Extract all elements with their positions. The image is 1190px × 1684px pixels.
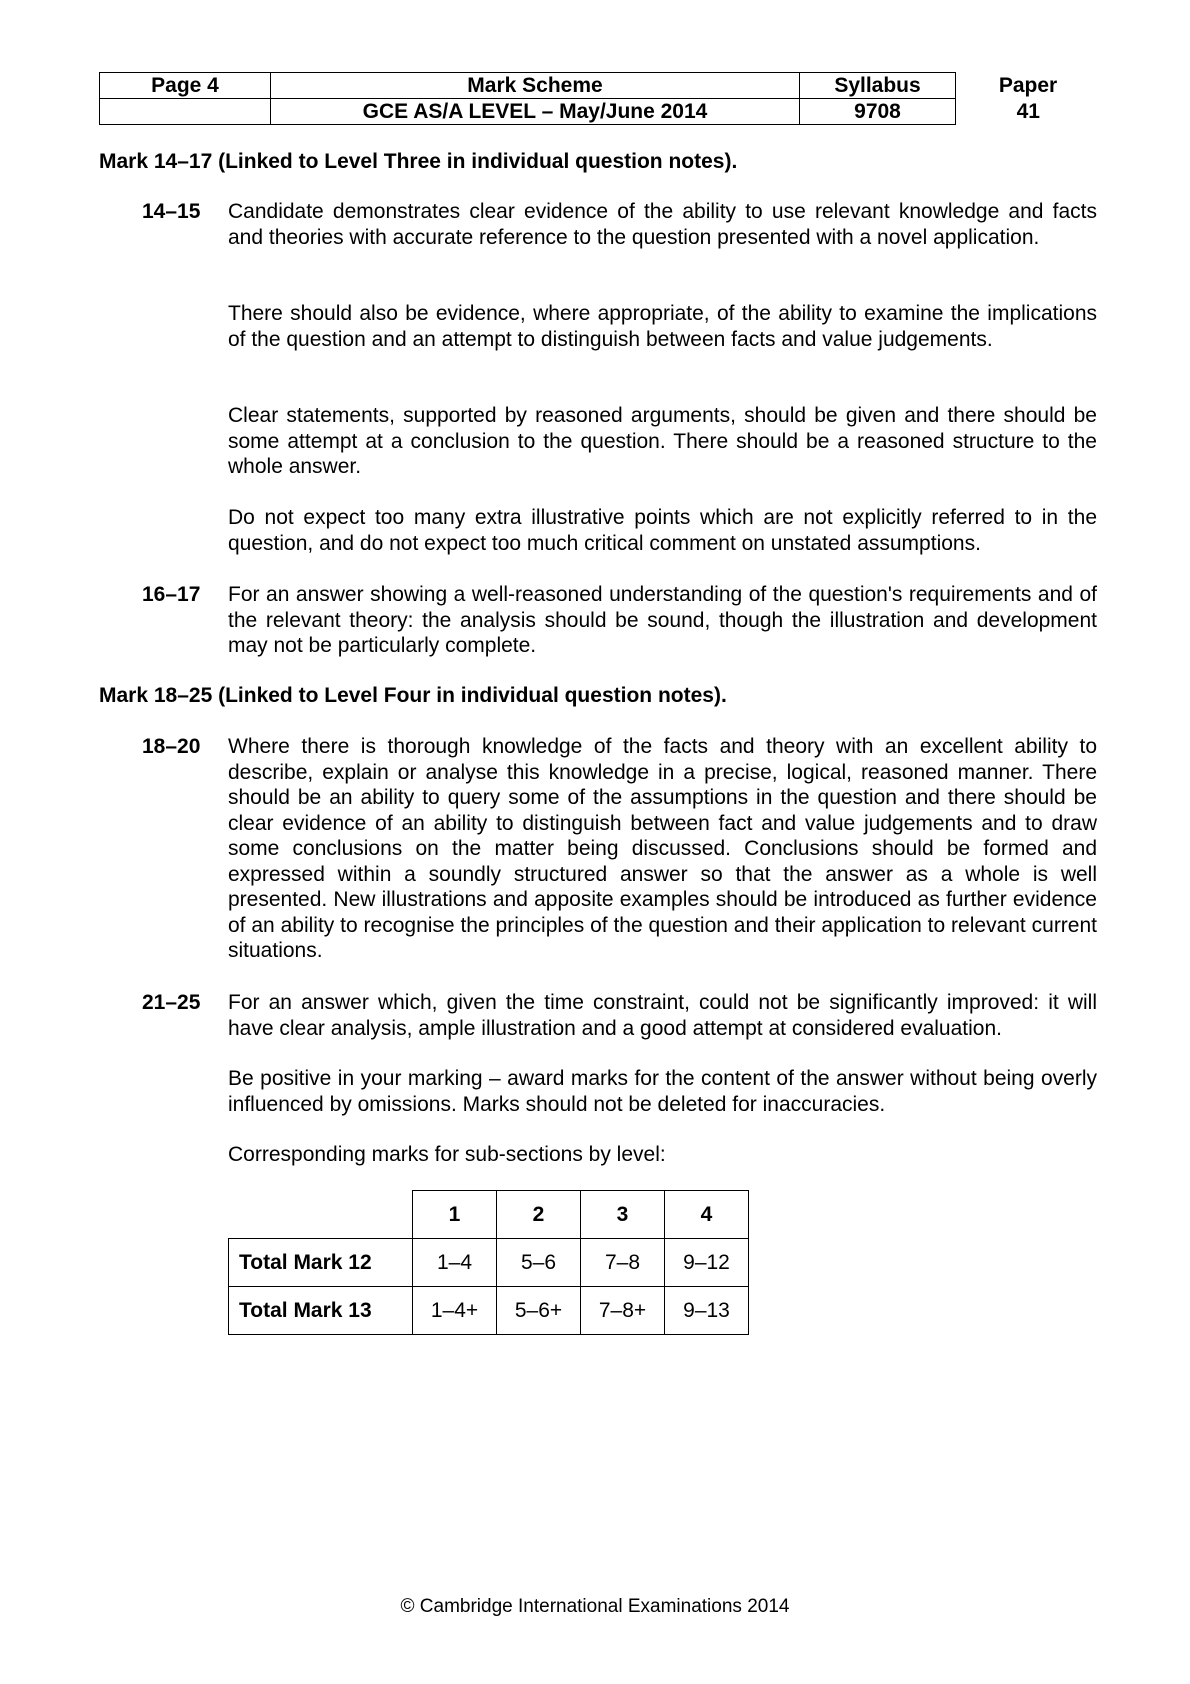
copyright-footer: © Cambridge International Examinations 2014 xyxy=(400,1596,790,1617)
mark-band-label: 21–25 xyxy=(142,991,201,1014)
table-row xyxy=(229,1287,749,1335)
sub-section-marks-table xyxy=(228,1190,749,1335)
band-paragraph: Do not expect too many extra illustrative points which are not explicitly referred to in the question, and do not expect too much critical comment on unstated assumptions. xyxy=(228,506,1097,555)
band-paragraph: Corresponding marks for sub-sections by level: xyxy=(228,1143,666,1166)
table-cell: 5–6+ xyxy=(497,1287,581,1335)
header-syllabus-code: 9708 xyxy=(800,99,956,125)
level-header: 3 xyxy=(581,1191,665,1239)
band-paragraph: There should also be evidence, where appropriate, of the ability to examine the implications of the question and an attempt to distinguish between facts and value judgements. xyxy=(228,302,1097,351)
table-cell: 9–12 xyxy=(665,1239,749,1287)
band-paragraph: Candidate demonstrates clear evidence of the ability to use relevant knowledge and facts and theories with accurate reference to the question presented with a novel application. xyxy=(228,200,1097,249)
mark-band-label: 18–20 xyxy=(142,735,201,758)
level-header: 2 xyxy=(497,1191,581,1239)
band-paragraph: Be positive in your marking – award marks for the content of the answer without being overly influenced by omissions. Marks should not be deleted for inaccuracies. xyxy=(228,1067,1097,1116)
header-exam-title: GCE AS/A LEVEL – May/June 2014 xyxy=(271,99,800,125)
level-header: 4 xyxy=(665,1191,749,1239)
section-heading-level-three: Mark 14–17 (Linked to Level Three in individual question notes). xyxy=(99,150,738,173)
header-paper-label: Paper xyxy=(998,73,1058,97)
level-header: 1 xyxy=(413,1191,497,1239)
band-paragraph: For an answer showing a well-reasoned understanding of the question's requirements and of the relevant theory: the analysis should be sound, though the illustration and development may not be particularly complete. xyxy=(228,583,1097,657)
header-empty-cell xyxy=(100,99,271,125)
table-cell: 9–13 xyxy=(665,1287,749,1335)
row-label: Total Mark 13 xyxy=(229,1287,413,1335)
mark-band-label: 16–17 xyxy=(142,583,201,606)
table-corner-cell xyxy=(229,1191,413,1239)
header-syllabus-label: Syllabus xyxy=(800,73,956,99)
section-heading-level-four: Mark 18–25 (Linked to Level Four in individual question notes). xyxy=(99,684,727,707)
band-paragraph: Where there is thorough knowledge of the facts and theory with an excellent ability to describe, explain or analyse this knowledge in a precise, logical, reasoned manner. There should be an ability to query some of the assumptions in the question and there should be clear evidence of an ability to distinguish between fact and value judgements and to draw some conclusions on the matter being discussed. Conclusions should be formed and expressed within a soundly structured answer so that the answer as a whole is well presented. New illustrations and apposite examples should be introduced as further evidence of an ability to recognise the principles of the question and their application to relevant current situations. xyxy=(228,735,1097,962)
header-mark-scheme-label: Mark Scheme xyxy=(271,73,800,99)
table-cell: 1–4 xyxy=(413,1239,497,1287)
mark-band-label: 14–15 xyxy=(142,200,201,223)
table-cell: 7–8+ xyxy=(581,1287,665,1335)
table-cell: 5–6 xyxy=(497,1239,581,1287)
header-page-label: Page 4 xyxy=(100,73,271,99)
table-row xyxy=(229,1239,749,1287)
row-label: Total Mark 12 xyxy=(229,1239,413,1287)
table-cell: 7–8 xyxy=(581,1239,665,1287)
header-paper-number: 41 xyxy=(1016,99,1040,123)
band-paragraph: For an answer which, given the time constraint, could not be significantly improved: it will have clear analysis, ample illustration and a good attempt at considered evaluation. xyxy=(228,991,1097,1040)
band-paragraph: Clear statements, supported by reasoned arguments, should be given and there should be some attempt at a conclusion to the question. There should be a reasoned structure to the whole answer. xyxy=(228,404,1097,478)
page-header-table xyxy=(99,72,1101,125)
table-cell: 1–4+ xyxy=(413,1287,497,1335)
